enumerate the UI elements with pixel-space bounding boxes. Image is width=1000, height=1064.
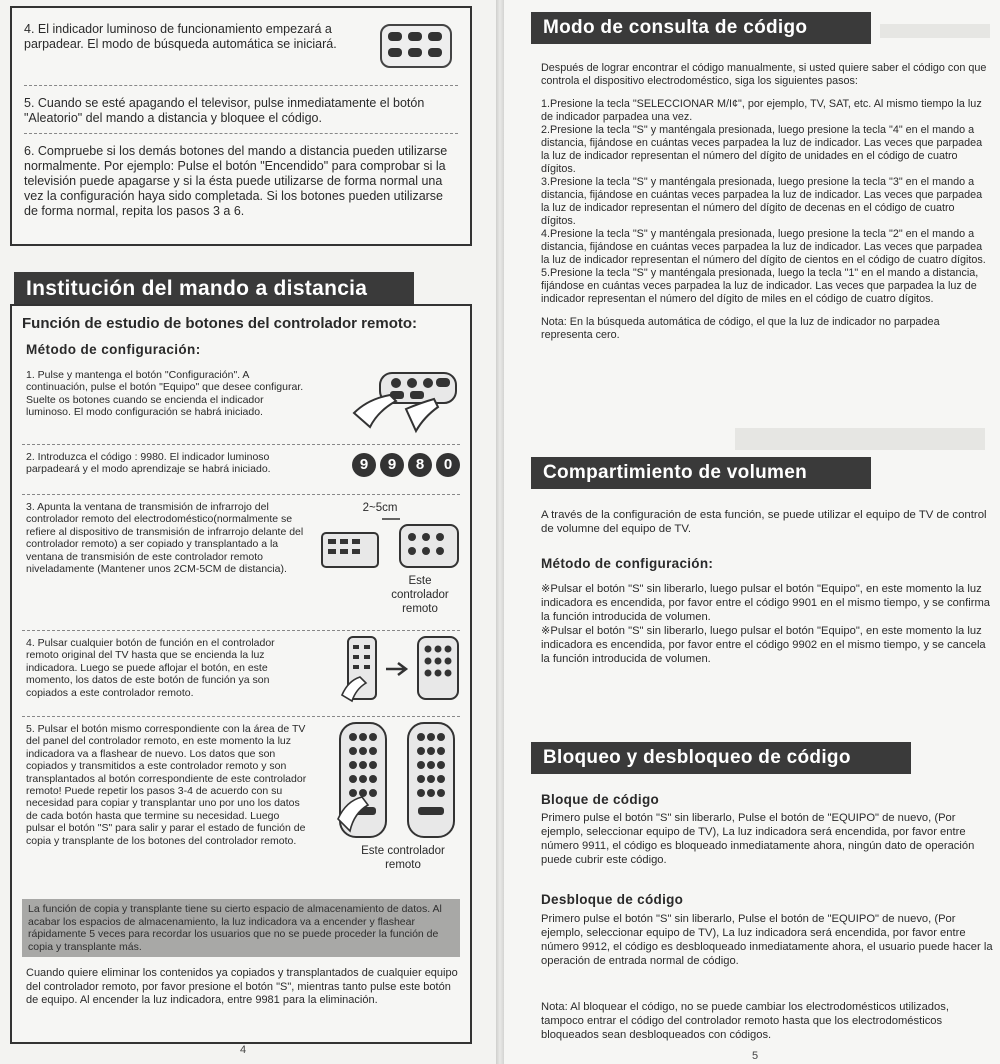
consulta-step-2: 2.Presione la tecla "S" y manténgala presionada, luego presione la tecla "4" en el mando a distancia, fijándose en cuántas veces parpadea la luz de indicador. Las veces que parpadea la luz de indicador representan el número del dígito de unidades en el código de cuatro dígitos. bbox=[541, 124, 983, 175]
ir-alignment-illustration bbox=[320, 501, 460, 616]
consulta-step-1: 1.Presione la tecla "SELECCIONAR M/I¢", por ejemplo, TV, SAT, etc. Al mismo tiempo la luz de indicador parpadea una vez. bbox=[541, 98, 982, 123]
caption-this-remote: Este controlador remoto bbox=[391, 575, 449, 616]
caption-this-remote: Este controlador remoto bbox=[361, 845, 445, 872]
config-step-3: 3. Apunta la ventana de transmisión de infrarrojo del controlador remoto del electrodoméstico(normalmente se refiere al dispositivo de transmisión de infrarrojo delante del controlador remoto) a ser copiado y transplantado a la ventana de transmisión de este controlador remoto niveladamente (Mantener unos 2CM-5CM de distancia). 2~5cm Este controlador remoto bbox=[22, 495, 460, 631]
page-number-left: 4 bbox=[240, 1044, 247, 1056]
section-title-bloqueo: Bloqueo y desbloqueo de código bbox=[531, 742, 911, 774]
unlock-text: Primero pulse el botón "S" sin liberarlo, Pulse el botón de "EQUIPO" de nuevo, (Por ejemplo, seleccionar equipo de TV), La luz indicadora será encendida, por favor entre número 9912, el código es desbloqueado inmediatamente ahora, el usuario puede hacer la operación de entrada normal de código. bbox=[541, 913, 993, 967]
hand-press-illustration bbox=[350, 369, 460, 438]
volumen-section bbox=[541, 508, 991, 536]
remote-buttons-icon bbox=[380, 24, 452, 68]
config-step-1: 1. Pulse y mantenga el botón "Configuración". A continuación, pulse el botón "Equipo" que desee configurar. Suelte os botones cuando se encienda el indicador luminoso. El modo configuración se habrá iniciado. bbox=[22, 363, 460, 445]
consulta-section bbox=[541, 62, 991, 342]
key-8: 8 bbox=[408, 453, 432, 477]
config-step-2: 2. Introduzca el código : 9980. El indicador luminoso parpadeará y el modo aprendizaje se habrá iniciado. 9 9 8 0 bbox=[22, 445, 460, 495]
learning-function-box bbox=[10, 304, 472, 1044]
section-title-institucion: Institución del mando a distancia bbox=[14, 272, 414, 306]
volumen-method-title: Método de configuración: bbox=[541, 556, 714, 571]
section-title-consulta: Modo de consulta de código bbox=[531, 12, 871, 44]
consulta-note: Nota: En la búsqueda automática de código, el que la luz de indicador no parpadea representa cero. bbox=[541, 316, 940, 341]
delete-instructions: Cuando quiere eliminar los contenidos ya copiados y transplantados de cualquier equipo del controlador remoto, por favor presione el botón "S", mientras tanto pulse este botón de equipo. Al encender la luz indicadora, entre 9981 para la eliminación. bbox=[26, 967, 458, 1007]
code-entry-illustration bbox=[352, 453, 460, 477]
page-number-right: 5 bbox=[752, 1050, 759, 1062]
bleed-through-mark bbox=[735, 428, 985, 450]
volumen-item-2: ※Pulsar el botón "S" sin liberarlo, luego pulsar el botón "Equipo", en este momento la luz indicadora es encendida, por favor entre el código 9902 en el mismo tiempo, y se cancela la función introducida de volumen. bbox=[541, 625, 986, 665]
box-title: Función de estudio de botones del controlador remoto: bbox=[22, 315, 418, 332]
step-4: 4. El indicador luminoso de funcionamiento empezará a parpadear. El modo de búsqueda automática se iniciará. bbox=[24, 8, 458, 86]
step-6: 6. Compruebe si los demás botones del mando a distancia pueden utilizarse normalmente. Por ejemplo: Pulse el botón "Encendido" para comprobar si la televisión puede apagarse y si la ésta puede utilizarse de forma normal una vez la configuración haya sido completada. Si los botones pueden utilizarse de forma normal, repita los pasos 3 a 6. bbox=[24, 144, 448, 218]
section-title-volumen: Compartimiento de volumen bbox=[531, 457, 871, 489]
config-step-4: 4. Pulsar cualquier botón de función en el controlador remoto original del TV hasta que se encienda la luz indicadora. Luego se puede aflojar el botón, en este momento, los datos de este botón de función ya son copiados a este controlador remoto. bbox=[22, 631, 460, 717]
bleed-through-mark bbox=[880, 24, 990, 38]
method-title: Método de configuración: bbox=[26, 342, 201, 357]
unlock-title: Desbloque de código bbox=[541, 892, 684, 907]
page-gutter bbox=[496, 0, 504, 1064]
volumen-items bbox=[541, 582, 991, 666]
consulta-step-3: 3.Presione la tecla "S" y manténgala presionada, luego presione la tecla "3" en el mando a distancia, fijándose en cuántas veces parpadea la luz de indicador. Las veces que parpadea la luz de indicador representan el número del dígito de decenas en el código de cuatro dígitos. bbox=[541, 176, 983, 227]
consulta-step-5: 5.Presione la tecla "S" y manténgala presionada, luego la tecla "1" en el mando a distancia, fijándose en cuántas veces parpadea la luz de indicador. Las veces que parpadea la luz de indicador representan el número del dígito de miles en el código de cuatro dígitos. bbox=[541, 267, 979, 305]
key-9: 9 bbox=[380, 453, 404, 477]
config-step-5: 5. Pulsar el botón mismo correspondiente con la área de TV del panel del controlador remoto, en este momento la luz indicadora va a flashear de nuevo. Los datos que son copiados y transmitidos a este controlador remoto y son transplantados al botón correspondiente de este controlador remoto! Puede repetir los pasos 3-4 de acuerdo con su necesidad para copiar y transplantar uno por uno los datos de cada botón hasta que termine su necesidad. Luego pulsar el botón "S" para salir y parar el estado de función de copia y transplante de los botones del controlador remoto. Este controlador remoto bbox=[22, 717, 460, 891]
key-0: 0 bbox=[436, 453, 460, 477]
lock-text: Primero pulse el botón "S" sin liberarlo, Pulse el botón de "EQUIPO" de nuevo, (Por ejemplo, seleccionar equipo de TV), La luz indicadora será encendida, por favor entre número 9911, el código es bloqueado inmediatamente ahora, ningún dato de operación puede cubrir este código. bbox=[541, 812, 975, 866]
consulta-step-4: 4.Presione la tecla "S" y manténgala presionada, luego presione la tecla "2" en el mando a distancia, fijándose en cuántas veces parpadea la luz de indicador. Las veces que parpadea la luz de indicador representan el número del dígito de cientos en el código de cuatro dígitos. bbox=[541, 228, 986, 266]
top-steps-box bbox=[10, 6, 472, 246]
key-9: 9 bbox=[352, 453, 376, 477]
consulta-intro: Después de lograr encontrar el código manualmente, si usted quiere saber el código con que controla el dispositivo electrodoméstico, siga los siguientes pasos: bbox=[541, 62, 987, 87]
step-5: 5. Cuando se esté apagando el televisor, pulse inmediatamente el botón "Aleatorio" del mando a distancia y bloquee el código. bbox=[24, 86, 458, 134]
full-remote-illustration bbox=[336, 721, 460, 872]
lock-title: Bloque de código bbox=[541, 792, 660, 807]
distance-label: 2~5cm bbox=[362, 502, 398, 514]
volumen-intro: A través de la configuración de esta función, se puede utilizar el equipo de TV de control de volumne del equipo de TV. bbox=[541, 509, 987, 535]
copy-transfer-illustration bbox=[340, 635, 460, 708]
volumen-item-1: ※Pulsar el botón "S" sin liberarlo, luego pulsar el botón "Equipo", en este momento la luz indicadora es encendida, por favor entre el código 9901 en el mismo tiempo, y se confirma la función introducida de volumen. bbox=[541, 583, 990, 623]
consulta-steps bbox=[541, 98, 991, 306]
storage-note: La función de copia y transplante tiene su cierto espacio de almacenamiento de datos. Al acabar los espacios de almacenamiento, la luz indicadora va a encender y flashear rápidamente 5 veces para recordar los usuarios que no se puede proceder la función de copia y transplante más. bbox=[22, 899, 460, 957]
lock-note: Nota: Al bloquear el código, no se puede cambiar los electrodomésticos utilizados, tampoco entrar el código del controlador remoto hasta que los electrodomésticos bloqueados sean desbloqueados con códigos. bbox=[541, 1001, 949, 1041]
